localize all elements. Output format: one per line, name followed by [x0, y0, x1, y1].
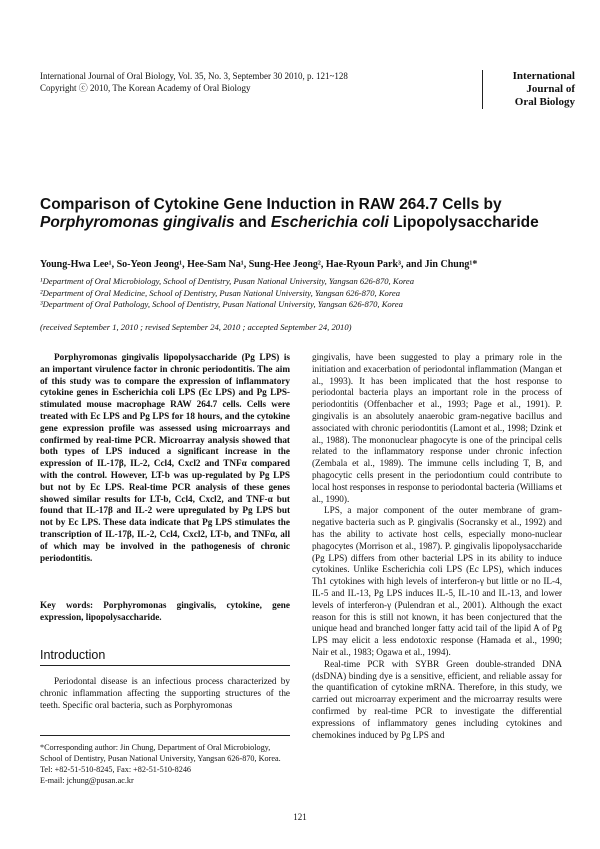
author-list: Young-Hwa Lee¹, So-Yeon Jeong¹, Hee-Sam Na¹, Sung-Hee Jeong², Hae-Ryoun Park³, and Jin Chung¹*	[40, 259, 478, 270]
right-column-body	[312, 352, 562, 741]
footnote-address: *Corresponding author: Jin Chung, Department of Oral Microbiology, School of Dentistry, Pusan National University, Yangsan 626-870, Korea. Tel: +82-51-510-8245, Fax: +82-51-510-8246	[40, 743, 281, 774]
page-number: 121	[293, 812, 307, 822]
title-and: and	[234, 214, 271, 231]
affiliations	[40, 276, 570, 311]
journal-name-line: Journal of	[526, 83, 575, 95]
paper-title	[40, 196, 560, 232]
journal-citation: International Journal of Oral Biology, Vol. 35, No. 3, September 30 2010, p. 121~128	[40, 71, 348, 81]
corresponding-author-footnote	[40, 735, 290, 786]
body-paragraph: gingivalis, have been suggested to play a primary role in the initiation and exacerbation of periodontal inflammation (Mangan et al., 1993). It has been implicated that the host response to periodontal bacteria plays an important role in the process of periodontitis (Offenbacher et al., 1993; Page et al., 1991). P. gingivalis is an absolutely anaerobic gram-negative bacillus and associated with chronic periodontitis (Lamont et al., 1998; Dzink et al., 1988). The mononuclear phagocyte is one of the principal cells related to the inflammatory response under chronic infection (Zembala et al., 1989). The immune cells including T, B, and phagocytic cells present in the periodontium could contribute to local host responses in response to periodontal bacteria (Williams et al., 1990).	[312, 352, 562, 504]
title-tail: Lipopolysaccharide	[388, 214, 539, 231]
footnote-email: E-mail: jchung@pusan.ac.kr	[40, 776, 134, 785]
affiliation-1: ¹Department of Oral Microbiology, School of Dentistry, Pusan National University, Yangsan 626-870, Korea	[40, 276, 415, 286]
title-species-2: Escherichia coli	[270, 214, 389, 231]
title-species-1: Porphyromonas gingivalis	[40, 214, 235, 231]
affiliation-2: ²Department of Oral Medicine, School of Dentistry, Pusan National University, Yangsan 626-870, Korea	[40, 287, 400, 298]
received-dates: (received September 1, 2010 ; revised September 24, 2010 ; accepted September 24, 2010)	[40, 322, 352, 332]
abstract: Porphyromonas gingivalis lipopolysaccharide (Pg LPS) is an important virulence factor in chronic periodontitis. The aim of this study was to compare the expression of inflammatory cytokine genes in Escherichia coli LPS (Ec LPS) and Pg LPS-stimulated mouse macrophage RAW 264.7 cells. Cells were treated with Ec LPS and Pg LPS for 18 hours, and the cytokine gene expression profile was assessed using microarrays and confirmed by real-time PCR. Microarray analysis showed that both types of LPS induced a significant increase in the expression of IL-17β, IL-2, Ccl4, Cxcl2 and TNFα compared with the control. However, LT-b was up-regulated by Pg LPS but not by Ec LPS. Real-time PCR analysis of these genes showed similar results for LT-b, Ccl4, Cxcl2, and TNF-α but found that IL-17β and IL-2 were upregulated by Pg LPS but not by Ec LPS. These data indicate that Pg LPS stimulates the transcription of IL-17β, IL-2, Ccl4, Cxcl2, LT-b, and TNFα, all of which may be involved in the pathogenesis of chronic periodontitis.	[40, 352, 290, 563]
journal-name-line: International	[512, 70, 575, 82]
body-paragraph: LPS, a major component of the outer membrane of gram-negative bacteria such as P. gingivalis (Socransky et al., 1992) and has the ability to activate host cells, especially mono-nuclear phagocytes (Morrison et al., 1987). P. gingivalis lipopolysaccharide (Pg LPS) differs from other bacterial LPS in its ability to induce cytokines. Unlike Escherichia coli LPS (Ec LPS), which induces Th1 cytokines with high levels of interferon-γ but little or no IL-4, IL-5 and IL-13, Pg LPS induces IL-5, IL-10 and IL-13, and lower levels of interferon-γ (Pulendran et al., 2001). Although the exact reason for this is still not known, it has been conjectured that the unique head and branched longer fatty acid tail of the lipid A of Pg LPS may elicit a less endotoxic response (Hamada et al., 1990; Nair et al., 1983; Ogawa et al., 1994).	[312, 505, 562, 657]
journal-name-box	[482, 70, 575, 109]
section-heading-introduction: Introduction	[40, 648, 290, 666]
journal-name-line: Oral Biology	[514, 96, 575, 108]
keywords: Key words: Porphyromonas gingivalis, cytokine, gene expression, lipopolysaccharide.	[40, 600, 290, 622]
introduction-paragraph: Periodontal disease is an infectious process characterized by chronic inflammation affecting the supporting structures of the teeth. Specific oral bacteria, such as Porphyromonas	[40, 676, 290, 710]
title-line-1: Comparison of Cytokine Gene Induction in RAW 264.7 Cells by	[40, 196, 502, 213]
affiliation-3: ³Department of Oral Pathology, School of Dentistry, Pusan National University, Yangsan 626-870, Korea	[40, 299, 403, 309]
title-line-2	[40, 214, 560, 232]
journal-header	[40, 70, 348, 94]
body-paragraph: Real-time PCR with SYBR Green double-stranded DNA (dsDNA) binding dye is a sensitive, efficient, and reliable assay for the quantification of cytokine mRNA. Therefore, in this study, we carried out microarray experiment and the microarray results were confirmed by real-time PCR to investigate the differential expressions of inflammatory genes including cytokines and chemokines induced by Pg LPS and	[312, 658, 562, 740]
copyright-line: Copyright ⓒ 2010, The Korean Academy of Oral Biology	[40, 83, 251, 93]
